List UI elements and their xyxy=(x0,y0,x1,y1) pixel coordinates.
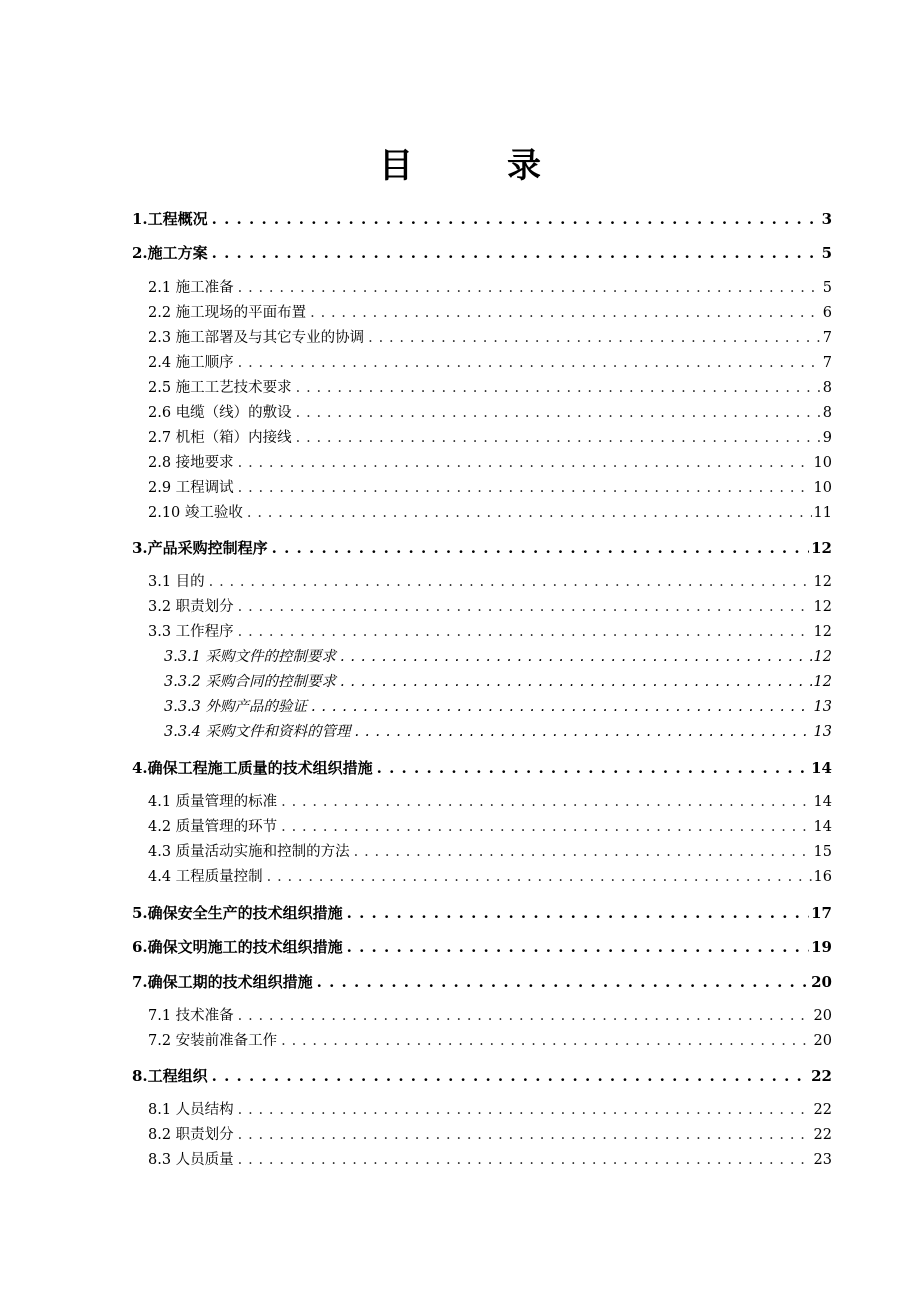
toc-page-number: 19 xyxy=(811,938,832,956)
toc-leader-dots xyxy=(311,696,812,718)
toc-leader-dots xyxy=(238,452,812,474)
toc-leader-dots xyxy=(296,402,821,424)
toc-leader-dots xyxy=(238,1099,812,1121)
toc-entry[interactable] xyxy=(164,646,832,668)
toc-row[interactable] xyxy=(0,402,920,424)
toc-leader-dots xyxy=(238,1005,812,1027)
toc-page-number: 22 xyxy=(813,1127,832,1143)
toc-page-number: 12 xyxy=(813,624,832,640)
toc-page-number: 15 xyxy=(813,844,832,860)
toc-page-number: 14 xyxy=(813,794,832,810)
toc-title: 目 录 xyxy=(379,146,571,186)
toc-entry-label: 3.1 目的 xyxy=(148,574,205,590)
toc-row[interactable] xyxy=(0,621,920,643)
toc-row[interactable] xyxy=(0,971,920,993)
toc-entry[interactable] xyxy=(132,936,832,958)
toc-row[interactable] xyxy=(0,1124,920,1146)
toc-entry-label: 3.产品采购控制程序 xyxy=(132,539,268,557)
toc-page-number: 12 xyxy=(813,674,832,690)
toc-leader-dots xyxy=(238,1124,812,1146)
toc-row[interactable] xyxy=(0,1149,920,1171)
toc-leader-dots xyxy=(267,866,812,888)
toc-entry-label: 4.确保工程施工质量的技术组织措施 xyxy=(132,759,373,777)
toc-entry[interactable] xyxy=(132,902,832,924)
toc-page-number: 14 xyxy=(813,819,832,835)
toc-row[interactable] xyxy=(0,1099,920,1121)
toc-entry[interactable] xyxy=(132,757,832,779)
toc-entry-label: 7.确保工期的技术组织措施 xyxy=(132,973,313,991)
toc-page-number: 20 xyxy=(811,973,832,991)
toc-entry-label: 3.3 工作程序 xyxy=(148,624,234,640)
toc-entry-label: 3.2 职责划分 xyxy=(148,599,234,615)
toc-row[interactable] xyxy=(0,571,920,593)
toc-entry-label: 2.7 机柜（箱）内接线 xyxy=(148,430,292,446)
toc-entry-label: 4.2 质量管理的环节 xyxy=(148,819,278,835)
toc-entry-label: 2.5 施工工艺技术要求 xyxy=(148,380,292,396)
toc-row[interactable] xyxy=(0,791,920,813)
toc-entry-label: 3.3.4 采购文件和资料的管理 xyxy=(164,724,351,740)
toc-entry-label: 2.1 施工准备 xyxy=(148,280,234,296)
toc-page-number: 12 xyxy=(813,649,832,665)
toc-leader-dots xyxy=(377,757,809,779)
toc-leader-dots xyxy=(238,477,812,499)
toc-entry[interactable] xyxy=(148,1030,832,1052)
toc-leader-dots xyxy=(281,791,811,813)
toc-row[interactable] xyxy=(0,902,920,924)
toc-entry[interactable] xyxy=(148,402,832,424)
toc-leader-dots xyxy=(212,208,820,230)
toc-leader-dots xyxy=(347,936,809,958)
toc-leader-dots xyxy=(340,671,812,693)
toc-row[interactable] xyxy=(0,1030,920,1052)
toc-entry-label: 8.工程组织 xyxy=(132,1067,208,1085)
toc-leader-dots xyxy=(238,1149,812,1171)
toc-page-number: 14 xyxy=(811,759,832,777)
toc-entry[interactable] xyxy=(148,596,832,618)
toc-page-number: 22 xyxy=(813,1102,832,1118)
toc-row[interactable] xyxy=(0,427,920,449)
toc-leader-dots xyxy=(209,571,812,593)
toc-page-number: 10 xyxy=(813,455,832,471)
toc-page-number: 13 xyxy=(813,699,832,715)
toc-entry[interactable] xyxy=(148,327,832,349)
toc-page-number: 6 xyxy=(822,305,832,321)
toc-entry-label: 6.确保文明施工的技术组织措施 xyxy=(132,938,343,956)
toc-leader-dots xyxy=(238,277,821,299)
toc-leader-dots xyxy=(340,646,812,668)
toc-entry-label: 7.1 技术准备 xyxy=(148,1008,234,1024)
toc-page-number: 13 xyxy=(813,724,832,740)
toc-entry[interactable] xyxy=(164,671,832,693)
toc-page-number: 17 xyxy=(811,904,832,922)
toc-entry-label: 7.2 安装前准备工作 xyxy=(148,1033,278,1049)
toc-row[interactable] xyxy=(0,721,920,743)
toc-entry-label: 8.3 人员质量 xyxy=(148,1152,234,1168)
toc-page-number: 11 xyxy=(813,505,832,521)
toc-entry-label: 8.2 职责划分 xyxy=(148,1127,234,1143)
toc-row[interactable] xyxy=(0,352,920,374)
toc-entry-label: 2.9 工程调试 xyxy=(148,480,234,496)
toc-row[interactable] xyxy=(0,816,920,838)
toc-row[interactable] xyxy=(0,242,920,264)
toc-row[interactable] xyxy=(0,277,920,299)
toc-row[interactable] xyxy=(0,696,920,718)
toc-entry[interactable] xyxy=(148,377,832,399)
toc-entry[interactable] xyxy=(132,242,832,264)
toc-entry[interactable] xyxy=(148,816,832,838)
toc-page-number: 12 xyxy=(813,574,832,590)
toc-leader-dots xyxy=(212,242,820,264)
toc-page-number: 9 xyxy=(822,430,832,446)
toc-entry[interactable] xyxy=(164,721,832,743)
toc-entry-label: 4.3 质量活动实施和控制的方法 xyxy=(148,844,350,860)
toc-leader-dots xyxy=(310,302,821,324)
toc-leader-dots xyxy=(247,502,812,524)
toc-entry-label: 2.2 施工现场的平面布置 xyxy=(148,305,307,321)
toc-leader-dots xyxy=(368,327,821,349)
toc-page-number: 20 xyxy=(813,1033,832,1049)
toc-row[interactable] xyxy=(0,866,920,888)
toc-page-number: 7 xyxy=(822,330,832,346)
toc-entry[interactable] xyxy=(148,452,832,474)
toc-row[interactable] xyxy=(0,841,920,863)
toc-entry[interactable] xyxy=(148,477,832,499)
toc-leader-dots xyxy=(281,1030,811,1052)
toc-entry[interactable] xyxy=(148,427,832,449)
toc-leader-dots xyxy=(347,902,809,924)
toc-entry[interactable] xyxy=(164,696,832,718)
toc-leader-dots xyxy=(296,427,821,449)
toc-page-number: 16 xyxy=(813,869,832,885)
toc-entry-label: 4.4 工程质量控制 xyxy=(148,869,263,885)
toc-entry[interactable] xyxy=(148,352,832,374)
toc-row[interactable] xyxy=(0,596,920,618)
toc-row[interactable] xyxy=(0,208,920,230)
toc-leader-dots xyxy=(212,1065,809,1087)
toc-leader-dots xyxy=(238,352,821,374)
toc-entry[interactable] xyxy=(148,571,832,593)
toc-leader-dots xyxy=(354,841,812,863)
toc-entry[interactable] xyxy=(148,1149,832,1171)
toc-leader-dots xyxy=(317,971,809,993)
toc-leader-dots xyxy=(281,816,811,838)
toc-entry-label: 4.1 质量管理的标准 xyxy=(148,794,278,810)
toc-entry-label: 2.6 电缆（线）的敷设 xyxy=(148,405,292,421)
toc-row[interactable] xyxy=(0,1005,920,1027)
toc-row[interactable] xyxy=(0,936,920,958)
toc-entry[interactable] xyxy=(148,1005,832,1027)
toc-leader-dots xyxy=(272,537,809,559)
toc-entry[interactable] xyxy=(132,537,832,559)
toc-row[interactable] xyxy=(0,646,920,668)
toc-page-number: 7 xyxy=(822,355,832,371)
toc-entry[interactable] xyxy=(148,866,832,888)
toc-row[interactable] xyxy=(0,502,920,524)
toc-entry-label: 3.3.2 采购合同的控制要求 xyxy=(164,674,337,690)
toc-leader-dots xyxy=(355,721,812,743)
toc-entry[interactable] xyxy=(148,841,832,863)
toc-row[interactable] xyxy=(0,302,920,324)
toc-entry-label: 2.施工方案 xyxy=(132,244,208,262)
toc-row[interactable] xyxy=(0,671,920,693)
toc-entry[interactable] xyxy=(132,1065,832,1087)
toc-entry-label: 8.1 人员结构 xyxy=(148,1102,234,1118)
toc-page-number: 12 xyxy=(813,599,832,615)
toc-row[interactable] xyxy=(0,477,920,499)
toc-entry[interactable] xyxy=(148,621,832,643)
toc-entry-label: 1.工程概况 xyxy=(132,210,208,228)
toc-entry-label: 3.3.1 采购文件的控制要求 xyxy=(164,649,337,665)
toc-row[interactable] xyxy=(0,1065,920,1087)
toc-entry[interactable] xyxy=(132,208,832,230)
toc-row[interactable] xyxy=(0,452,920,474)
toc-row[interactable] xyxy=(0,537,920,559)
toc-page-number: 20 xyxy=(813,1008,832,1024)
toc-page-number: 12 xyxy=(811,539,832,557)
toc-leader-dots xyxy=(238,596,812,618)
toc-entry-label: 2.4 施工顺序 xyxy=(148,355,234,371)
toc-entry[interactable] xyxy=(132,971,832,993)
toc-entry[interactable] xyxy=(148,277,832,299)
toc-page-number: 3 xyxy=(821,210,832,228)
toc-page-number: 23 xyxy=(813,1152,832,1168)
toc-entry-label: 2.8 接地要求 xyxy=(148,455,234,471)
toc-entry[interactable] xyxy=(148,302,832,324)
toc-page-number: 10 xyxy=(813,480,832,496)
toc-entry[interactable] xyxy=(148,1124,832,1146)
toc-page-number: 8 xyxy=(822,380,832,396)
toc-entry[interactable] xyxy=(148,791,832,813)
toc-entry-label: 3.3.3 外购产品的验证 xyxy=(164,699,308,715)
toc-entry-label: 2.3 施工部署及与其它专业的协调 xyxy=(148,330,365,346)
toc-row[interactable] xyxy=(0,377,920,399)
toc-row[interactable] xyxy=(0,757,920,779)
toc-row[interactable] xyxy=(0,327,920,349)
toc-entry-label: 5.确保安全生产的技术组织措施 xyxy=(132,904,343,922)
toc-page-number: 5 xyxy=(822,280,832,296)
toc-entry[interactable] xyxy=(148,502,832,524)
toc-page-number: 8 xyxy=(822,405,832,421)
toc-page-number: 22 xyxy=(811,1067,832,1085)
toc-leader-dots xyxy=(238,621,812,643)
toc-page-number: 5 xyxy=(821,244,832,262)
toc-entry-label: 2.10 竣工验收 xyxy=(148,505,243,521)
toc-leader-dots xyxy=(296,377,821,399)
toc-entry[interactable] xyxy=(148,1099,832,1121)
